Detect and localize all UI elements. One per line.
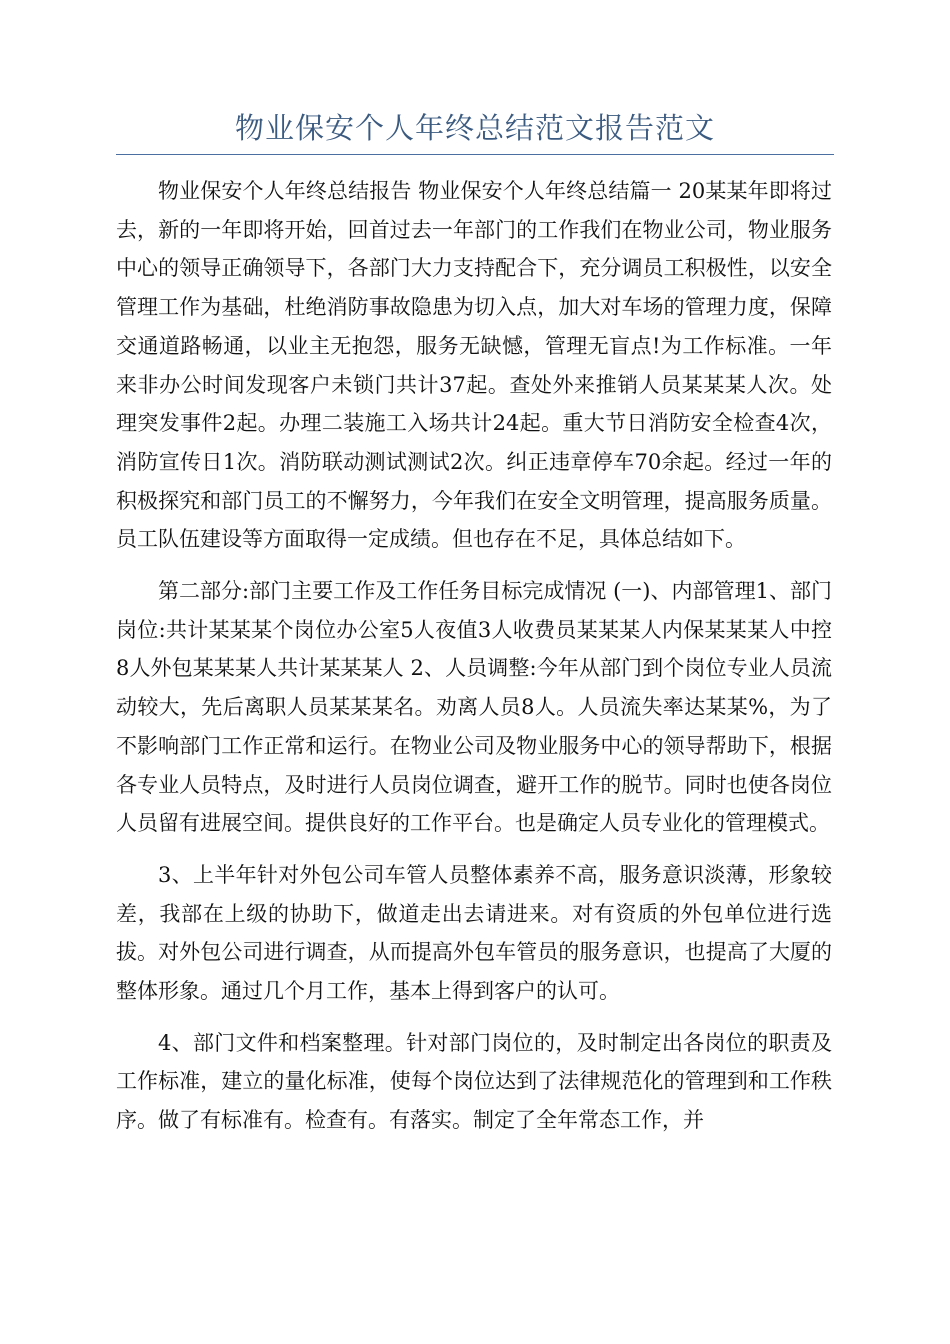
paragraph-4: 4、部门文件和档案整理。针对部门岗位的，及时制定出各岗位的职责及工作标准，建立的量化标准，使每个岗位达到了法律规范化的管理到和工作秩序。做了有标准有。检查有。有落实。制定了全年常态工作，并 xyxy=(116,1030,832,1133)
paragraph-2: 第二部分:部门主要工作及工作任务目标完成情况 (一)、内部管理1、部门岗位:共计某某某个岗位办公室5人夜值3人收费员某某某人内保某某某人中控8人外包某某某人共计某某某人 2、人员调整:今年从部门到个岗位专业人员流动较大，先后离职人员某某某名。劝离人员8人。人员流失率达某某%，为了不影响部门工作正常和运行。在物业公司及物业服务中心的领导帮助下，根据各专业人员特点，及时进行人员岗位调查，避开工作的脱节。同时也使各岗位人员留有进展空间。提供良好的工作平台。也是确定人员专业化的管理模式。 xyxy=(116,579,832,836)
title-underline xyxy=(116,154,834,155)
document-body xyxy=(116,172,832,1153)
paragraph-3: 3、上半年针对外包公司车管人员整体素养不高，服务意识淡薄，形象较差，我部在上级的协助下，做道走出去请进来。对有资质的外包单位进行选拔。对外包公司进行调查，从而提高外包车管员的服务意识，也提高了大厦的整体形象。通过几个月工作，基本上得到客户的认可。 xyxy=(116,862,832,1004)
paragraph-1: 物业保安个人年终总结报告 物业保安个人年终总结篇一 20某某年即将过去，新的一年即将开始，回首过去一年部门的工作我们在物业公司，物业服务中心的领导正确领导下，各部门大力支持配合下，充分调员工积极性，以安全管理工作为基础，杜绝消防事故隐患为切入点，加大对车场的管理力度，保障交通道路畅通，以业主无抱怨，服务无缺憾，管理无盲点!为工作标准。一年来非办公时间发现客户未锁门共计37起。查处外来推销人员某某某人次。处理突发事件2起。办理二装施工入场共计24起。重大节日消防安全检查4次，消防宣传日1次。消防联动测试测试2次。纠正违章停车70余起。经过一年的积极探究和部门员工的不懈努力，今年我们在安全文明管理，提高服务质量。员工队伍建设等方面取得一定成绩。但也存在不足，具体总结如下。 xyxy=(116,179,832,552)
document-title: 物业保安个人年终总结范文报告范文 xyxy=(234,111,715,145)
